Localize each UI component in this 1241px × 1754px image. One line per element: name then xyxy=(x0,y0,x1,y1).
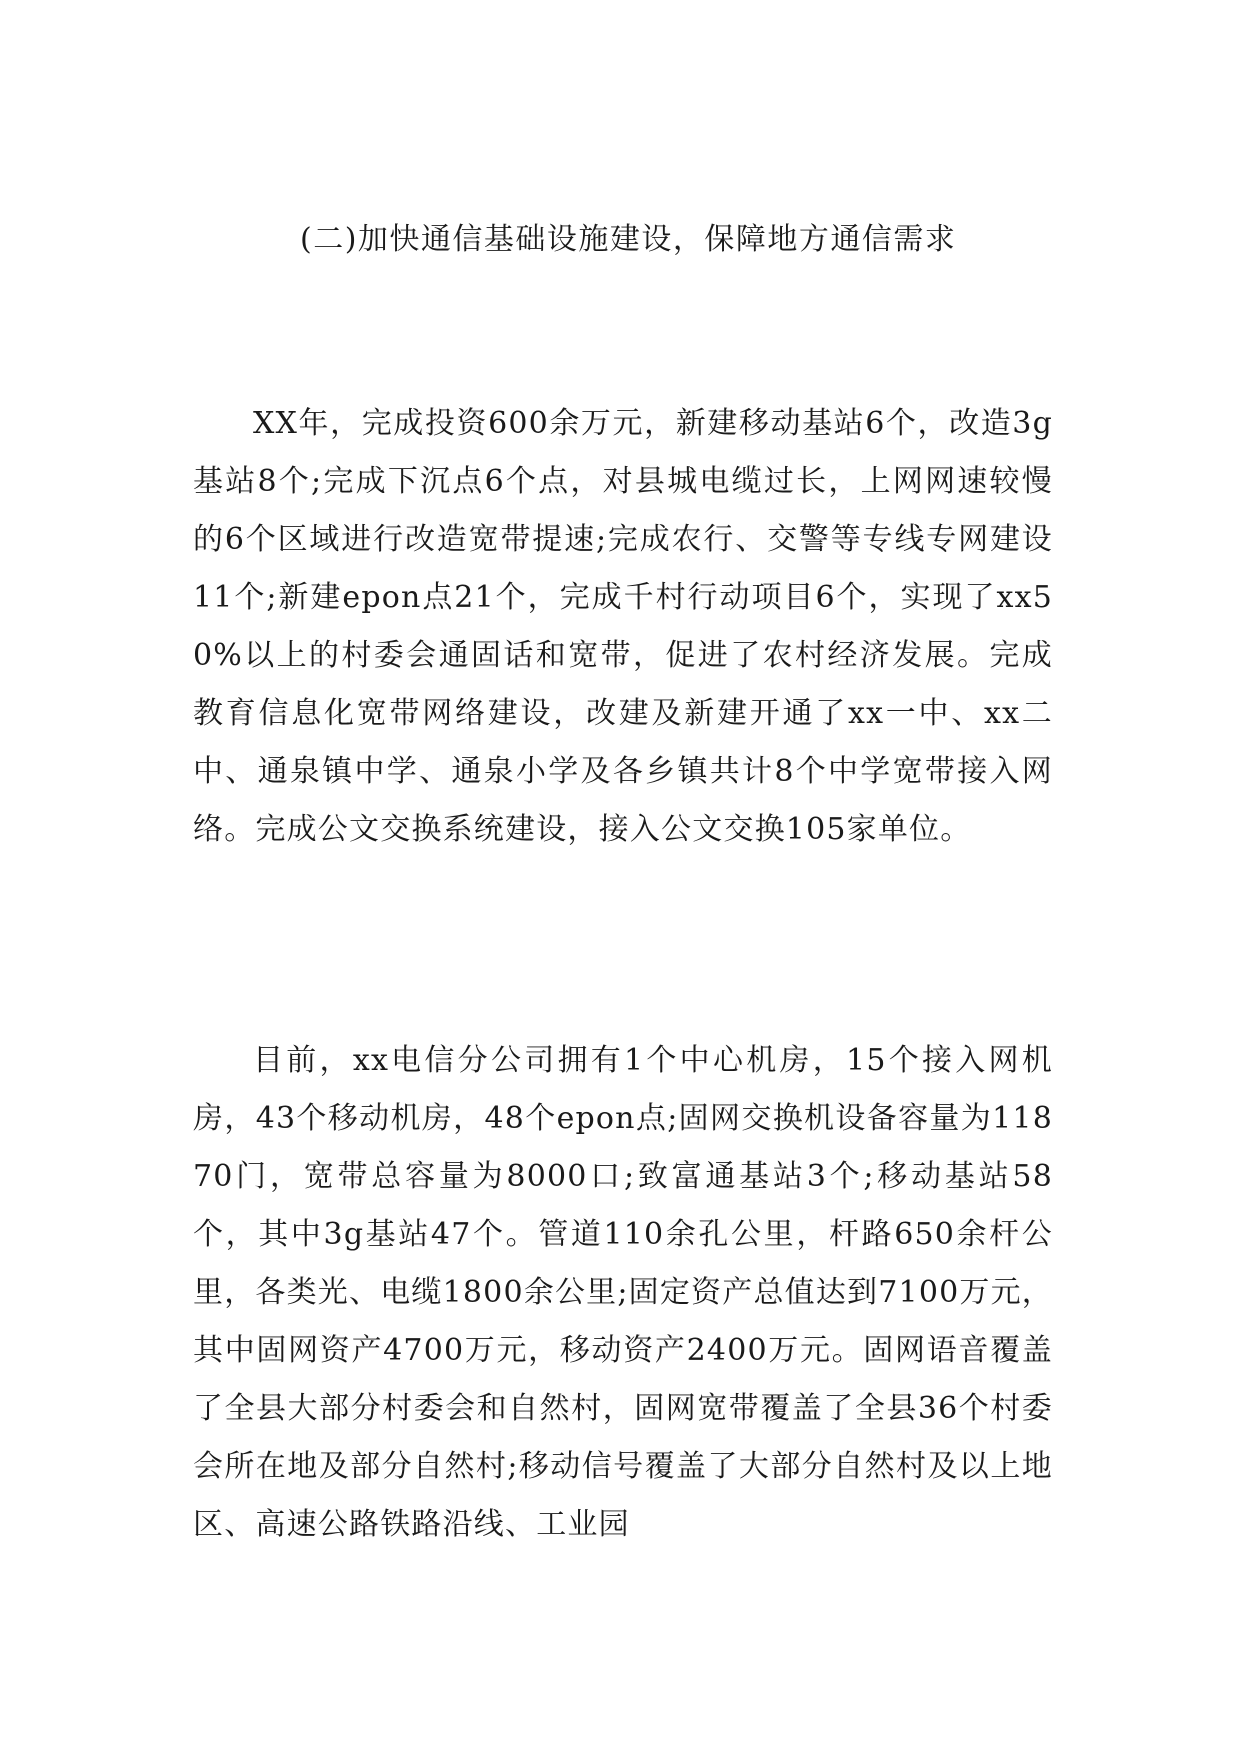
paragraph-current-status: 目前，xx电信分公司拥有1个中心机房，15个接入网机房，43个移动机房，48个epon点;固网交换机设备容量为11870门，宽带总容量为8000口;致富通基站3个;移动基站58个，其中3g基站47个。管道110余孔公里，杆路650余杆公里，各类光、电缆1800余公里;固定资产总值达到7100万元，其中固网资产4700万元，移动资产2400万元。固网语音覆盖了全县大部分村委会和自然村，固网宽带覆盖了全县36个村委会所在地及部分自然村;移动信号覆盖了大部分自然村及以上地区、高速公路铁路沿线、工业园 xyxy=(193,1043,1054,1542)
section-heading: (二)加快通信基础设施建设，保障地方通信需求 xyxy=(300,222,957,257)
paragraph-investment-summary: XX年，完成投资600余万元，新建移动基站6个，改造3g基站8个;完成下沉点6个点，对县城电缆过长，上网网速较慢的6个区域进行改造宽带提速;完成农行、交警等专线专网建设11个;新建epon点21个，完成千村行动项目6个，实现了xx50%以上的村委会通固话和宽带，促进了农村经济发展。完成教育信息化宽带网络建设，改建及新建开通了xx一中、xx二中、通泉镇中学、通泉小学及各乡镇共计8个中学宽带接入网络。完成公文交换系统建设，接入公文交换105家单位。 xyxy=(193,406,1053,847)
